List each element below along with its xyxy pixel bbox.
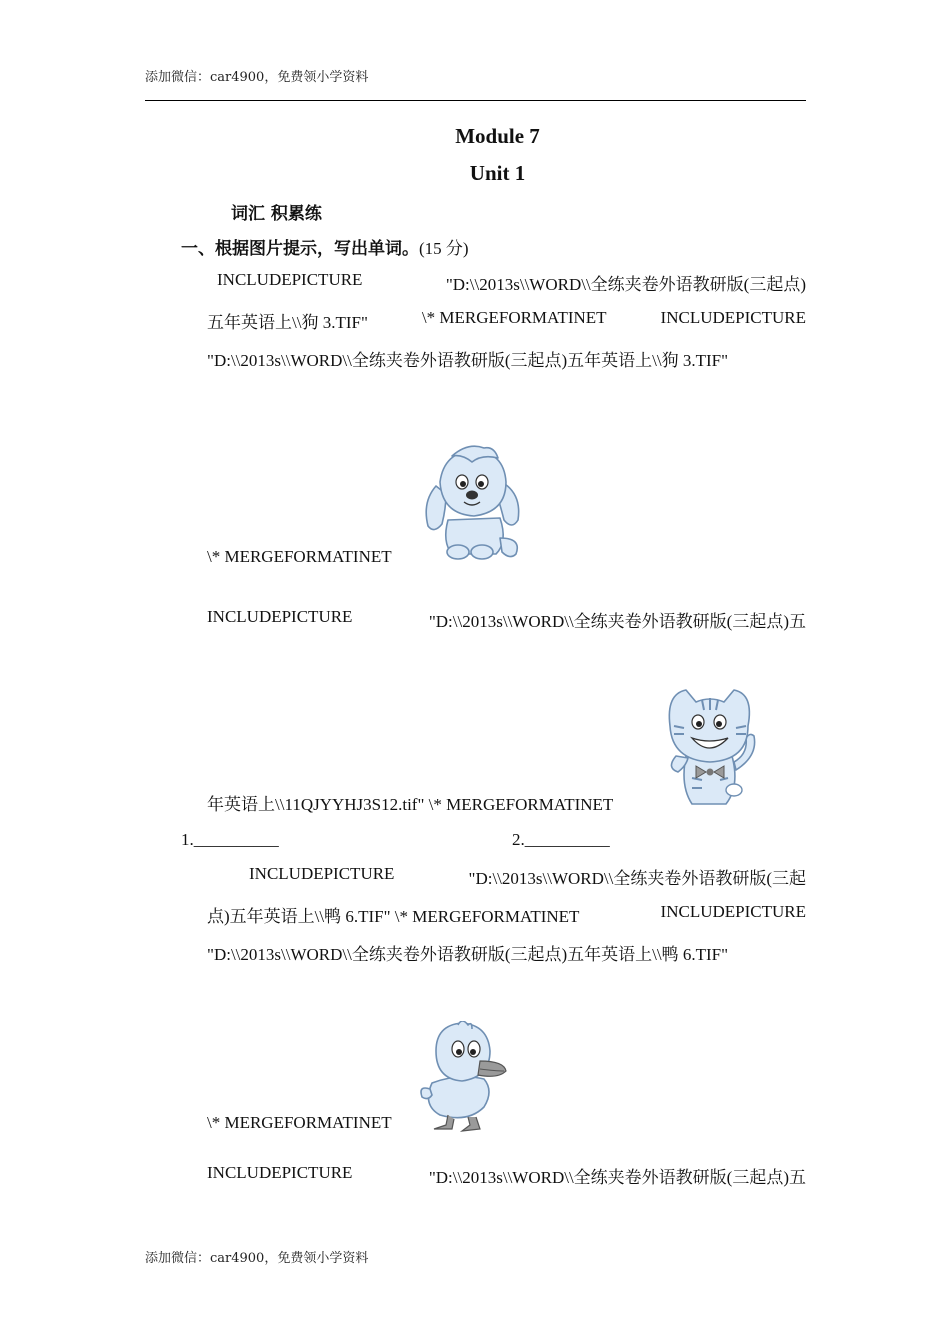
duck-illustration (418, 1021, 510, 1133)
page-header: 添加微信：car4900，免费领小学资料 (145, 70, 369, 85)
dog-illustration (418, 442, 530, 564)
unit-title: Unit 1 (469, 161, 526, 185)
question-text: 一、根据图片提示，写出单词。 (181, 239, 419, 259)
tiger-field-line-2: 年英语上\\11QJYYHJ3S12.tif" \* MERGEFORMATINET (207, 795, 614, 814)
answer-blank-1[interactable]: 1.__________ (181, 830, 279, 849)
section-label: 词汇 积累练 (231, 204, 322, 224)
tiger-illustration (662, 686, 760, 810)
header-divider (145, 100, 806, 101)
page-footer: 添加微信：car4900，免费领小学资料 (145, 1251, 369, 1266)
answer-blank-2[interactable]: 2.__________ (512, 830, 610, 849)
tiger-field-line-1: INCLUDEPICTURE "D:\\2013s\\WORD\\全练夹卷外语教研版(三起点)五 (207, 607, 806, 631)
duck-field-line-2: 点)五年英语上\\鸭 6.TIF" \* MERGEFORMATINET INCLUDEPICTURE (207, 902, 806, 926)
last-field-line-1: INCLUDEPICTURE "D:\\2013s\\WORD\\全练夹卷外语教研版(三起点)五 (207, 1163, 806, 1187)
dog-field-line-4: \* MERGEFORMATINET (207, 547, 392, 566)
question-heading (181, 234, 469, 259)
duck-field-line-3: "D:\\2013s\\WORD\\全练夹卷外语教研版(三起点)五年英语上\\鸭 6.TIF" (207, 945, 729, 964)
dog-field-line-1: INCLUDEPICTURE "D:\\2013s\\WORD\\全练夹卷外语教研版(三起点) (217, 270, 806, 294)
question-score: (15 分) (419, 239, 469, 258)
duck-field-line-4: \* MERGEFORMATINET (207, 1113, 392, 1132)
dog-field-line-3: "D:\\2013s\\WORD\\全练夹卷外语教研版(三起点)五年英语上\\狗 3.TIF" (207, 351, 729, 370)
duck-field-line-1: INCLUDEPICTURE "D:\\2013s\\WORD\\全练夹卷外语教研版(三起 (249, 864, 806, 888)
dog-field-line-2: 五年英语上\\狗 3.TIF" \* MERGEFORMATINET INCLUDEPICTURE (207, 308, 806, 332)
module-title: Module 7 (455, 124, 540, 148)
